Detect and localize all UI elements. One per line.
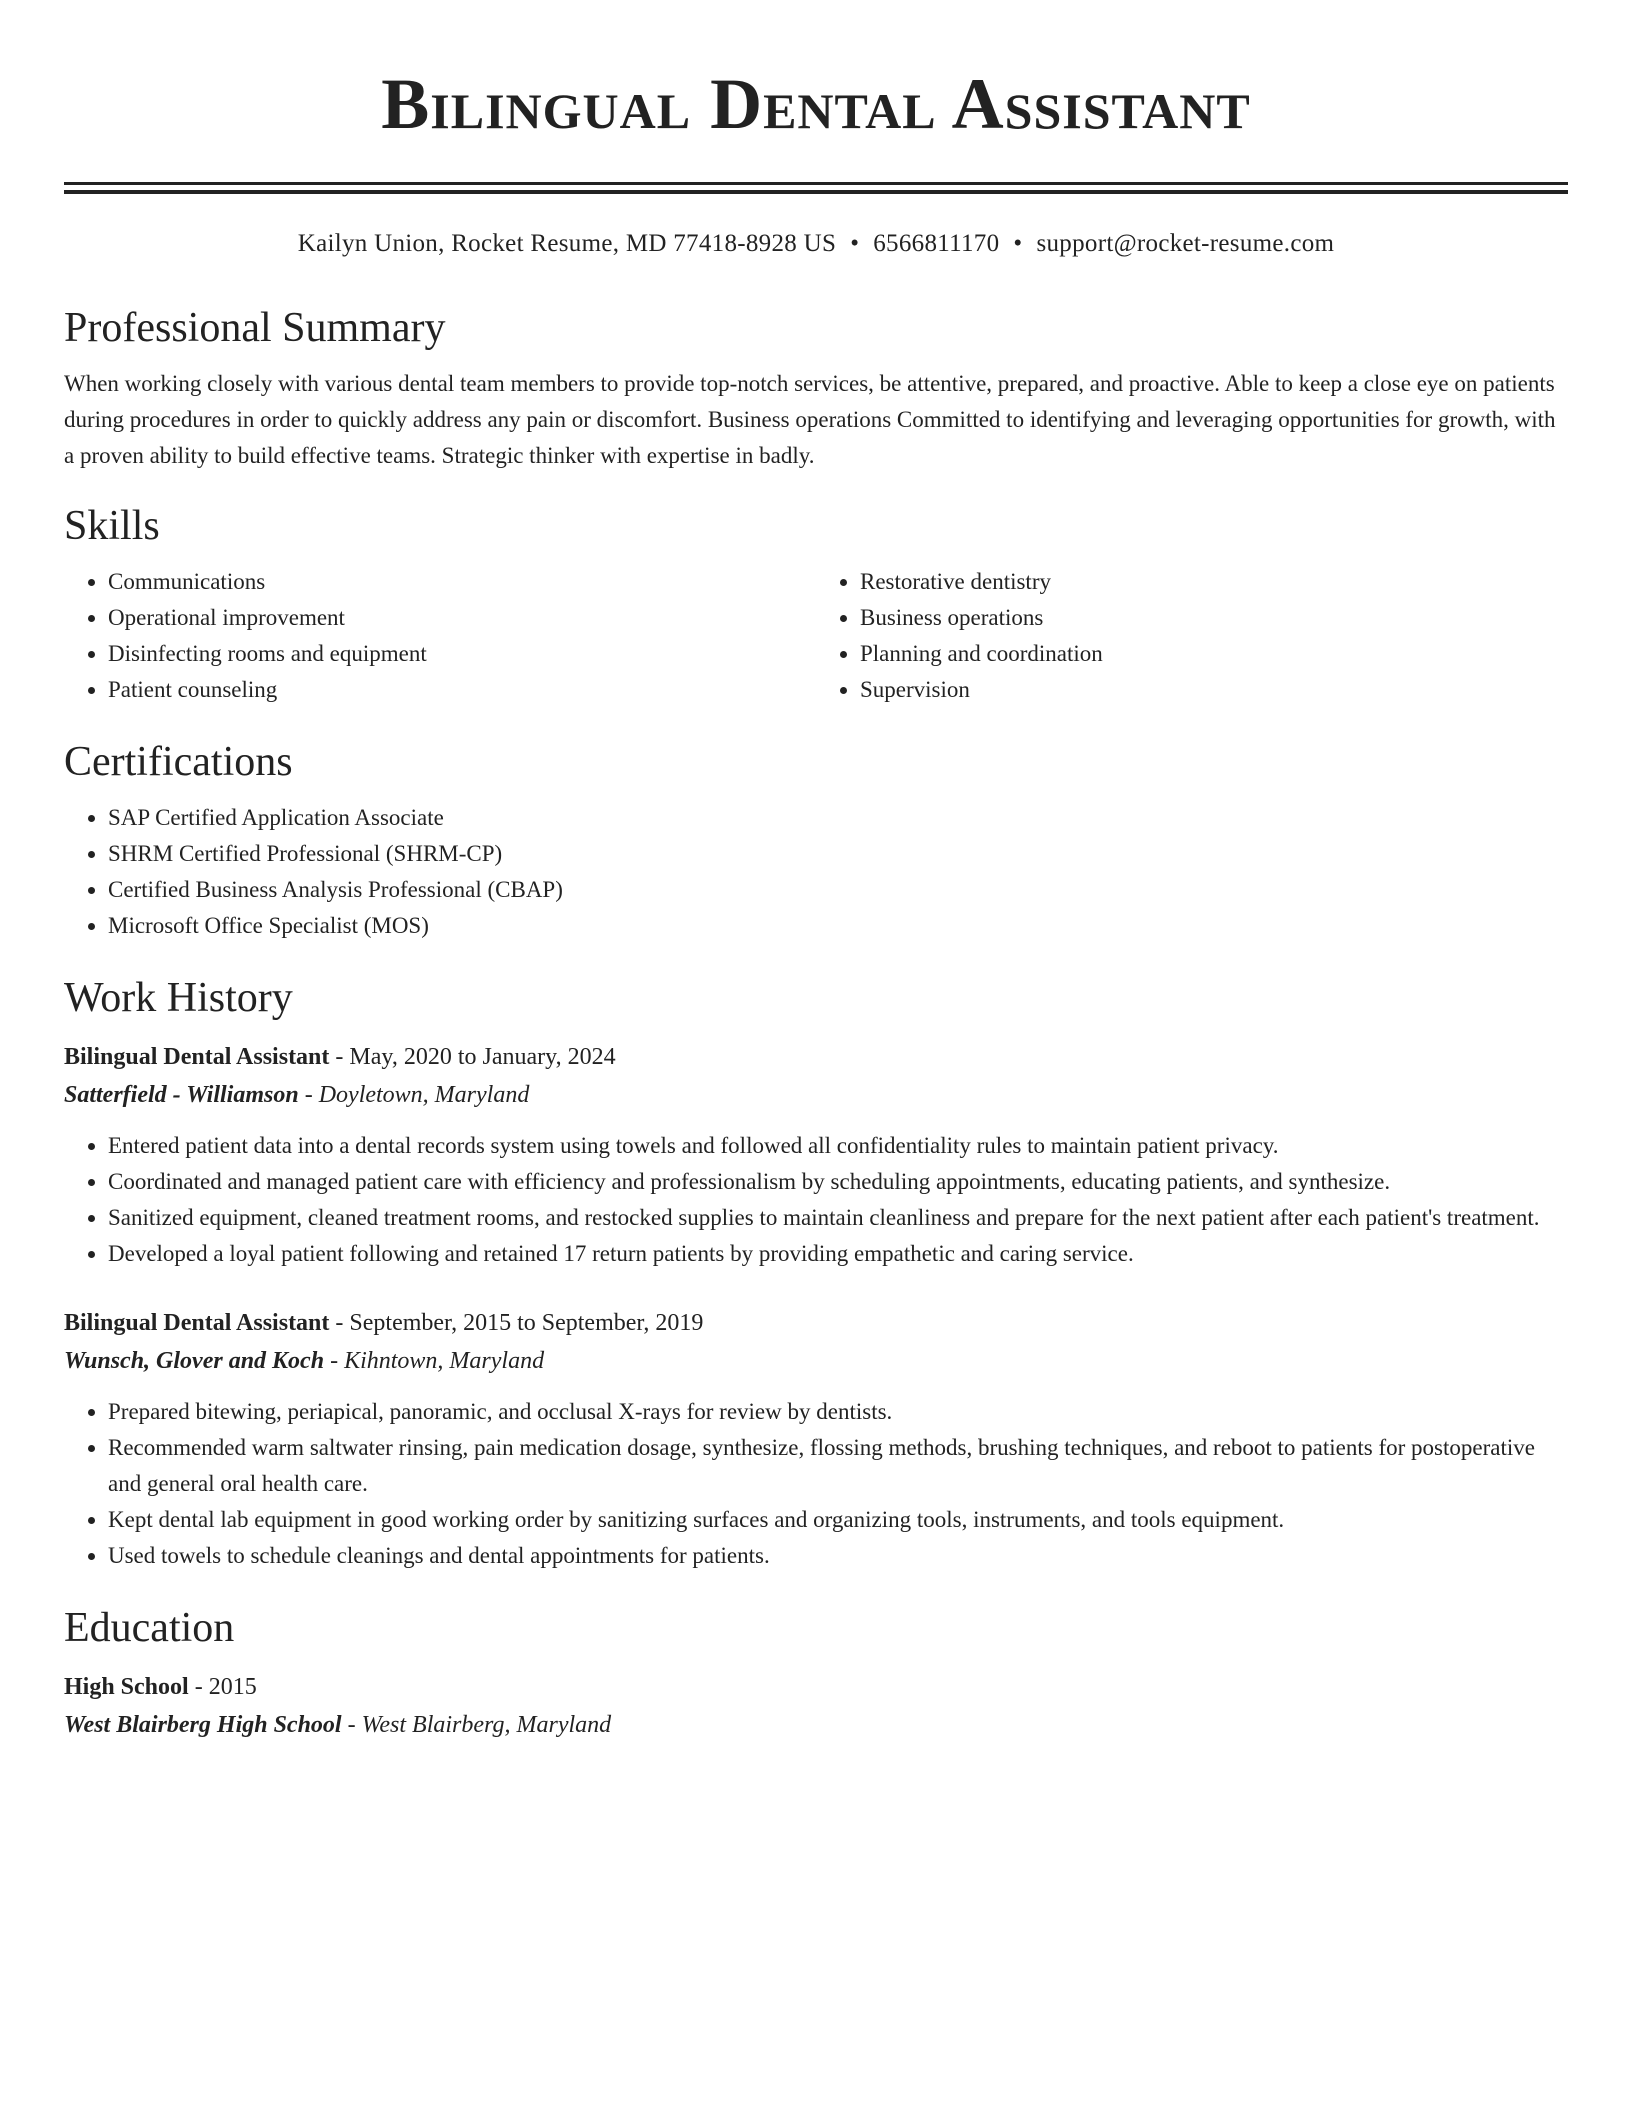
job-entry [64, 1304, 1568, 1574]
skill-item: • Operational improvement [108, 600, 816, 636]
job-dash: - [329, 1044, 350, 1070]
job-bullet: • Coordinated and managed patient care with efficiency and professionalism by scheduling appointments, educating patients, and synthesize. [108, 1164, 1568, 1200]
skill-item: • Communications [108, 564, 816, 600]
skill-item: • Disinfecting rooms and equipment [108, 636, 816, 672]
skill-item: • Supervision [860, 672, 1568, 708]
job-dates: September, 2015 to September, 2019 [349, 1310, 704, 1336]
education-location: West Blairberg, Maryland [361, 1712, 612, 1738]
job-employer-line [64, 1342, 1568, 1380]
job-bullet: • Used towels to schedule cleanings and dental appointments for patients. [108, 1538, 1568, 1574]
header-divider-bottom [64, 190, 1568, 194]
education-dash: - [341, 1712, 362, 1738]
certification-item: • Certified Business Analysis Professional (CBAP) [108, 872, 1568, 908]
job-responsibilities [64, 1128, 1568, 1272]
contact-phone: 6566811170 [873, 230, 1000, 257]
header-divider-top [64, 182, 1568, 185]
education-degree-line [64, 1668, 1568, 1706]
job-bullet: • Kept dental lab equipment in good working order by sanitizing surfaces and organizing tools, instruments, and tools equipment. [108, 1502, 1568, 1538]
certifications-heading: Certifications [64, 739, 293, 785]
job-title-line [64, 1038, 1568, 1076]
job-location: Doyletown, Maryland [318, 1082, 530, 1108]
education-school-line [64, 1706, 1568, 1744]
skills-list-right [816, 564, 1568, 708]
skill-item: • Restorative dentistry [860, 564, 1568, 600]
skill-item: • Patient counseling [108, 672, 816, 708]
contact-email: support@rocket-resume.com [1036, 230, 1335, 257]
job-bullet: • Entered patient data into a dental records system using towels and followed all confidentiality rules to maintain patient privacy. [108, 1128, 1568, 1164]
contact-separator: • [850, 230, 860, 257]
job-company: Wunsch, Glover and Koch [64, 1348, 325, 1374]
job-dash: - [324, 1348, 345, 1374]
job-company: Satterfield - Williamson [64, 1082, 299, 1108]
certification-item: • SHRM Certified Professional (SHRM-CP) [108, 836, 1568, 872]
job-bullet: • Developed a loyal patient following and retained 17 return patients by providing empathetic and caring service. [108, 1236, 1568, 1272]
education-dash: - [188, 1674, 209, 1700]
summary-heading: Professional Summary [64, 305, 446, 351]
job-role: Bilingual Dental Assistant [64, 1310, 330, 1336]
job-location: Kihntown, Maryland [344, 1348, 545, 1374]
job-dash: - [298, 1082, 319, 1108]
job-bullet: • Sanitized equipment, cleaned treatment rooms, and restocked supplies to maintain cleanliness and prepare for the next patient after each patient's treatment. [108, 1200, 1568, 1236]
certification-item: • SAP Certified Application Associate [108, 800, 1568, 836]
certifications-list [64, 800, 1568, 944]
education-school: West Blairberg High School [64, 1712, 342, 1738]
work-history-heading: Work History [64, 975, 293, 1021]
contact-line [64, 226, 1568, 262]
skills-columns [64, 564, 1568, 708]
skills-list-left [64, 564, 816, 708]
job-bullet: • Prepared bitewing, periapical, panoramic, and occlusal X-rays for review by dentists. [108, 1394, 1568, 1430]
job-responsibilities [64, 1394, 1568, 1574]
education-year: 2015 [208, 1674, 257, 1700]
job-dates: May, 2020 to January, 2024 [349, 1044, 616, 1070]
contact-separator: • [1013, 230, 1023, 257]
job-bullet: • Recommended warm saltwater rinsing, pain medication dosage, synthesize, flossing methods, brushing techniques, and reboot to patients for postoperative and general oral health care. [108, 1430, 1568, 1502]
job-employer-line [64, 1076, 1568, 1114]
education-degree: High School [64, 1674, 189, 1700]
summary-text: When working closely with various dental team members to provide top-notch services, be attentive, prepared, and proactive. Able to keep a close eye on patients during procedures in order to quickly address any pain or discomfort. Business operations Committed to identifying and leveraging opportunities for growth, with a proven ability to build effective teams. Strategic thinker with expertise in badly. [64, 371, 1556, 468]
contact-address: Kailyn Union, Rocket Resume, MD 77418-8928 US [297, 230, 837, 257]
job-dash: - [329, 1310, 350, 1336]
job-role: Bilingual Dental Assistant [64, 1044, 330, 1070]
skill-item: • Planning and coordination [860, 636, 1568, 672]
education-heading: Education [64, 1605, 235, 1651]
skills-heading: Skills [64, 503, 160, 549]
candidate-name: Bilingual Dental Assistant [381, 64, 1251, 144]
job-title-line [64, 1304, 1568, 1342]
job-entry [64, 1038, 1568, 1272]
skill-item: • Business operations [860, 600, 1568, 636]
certification-item: • Microsoft Office Specialist (MOS) [108, 908, 1568, 944]
